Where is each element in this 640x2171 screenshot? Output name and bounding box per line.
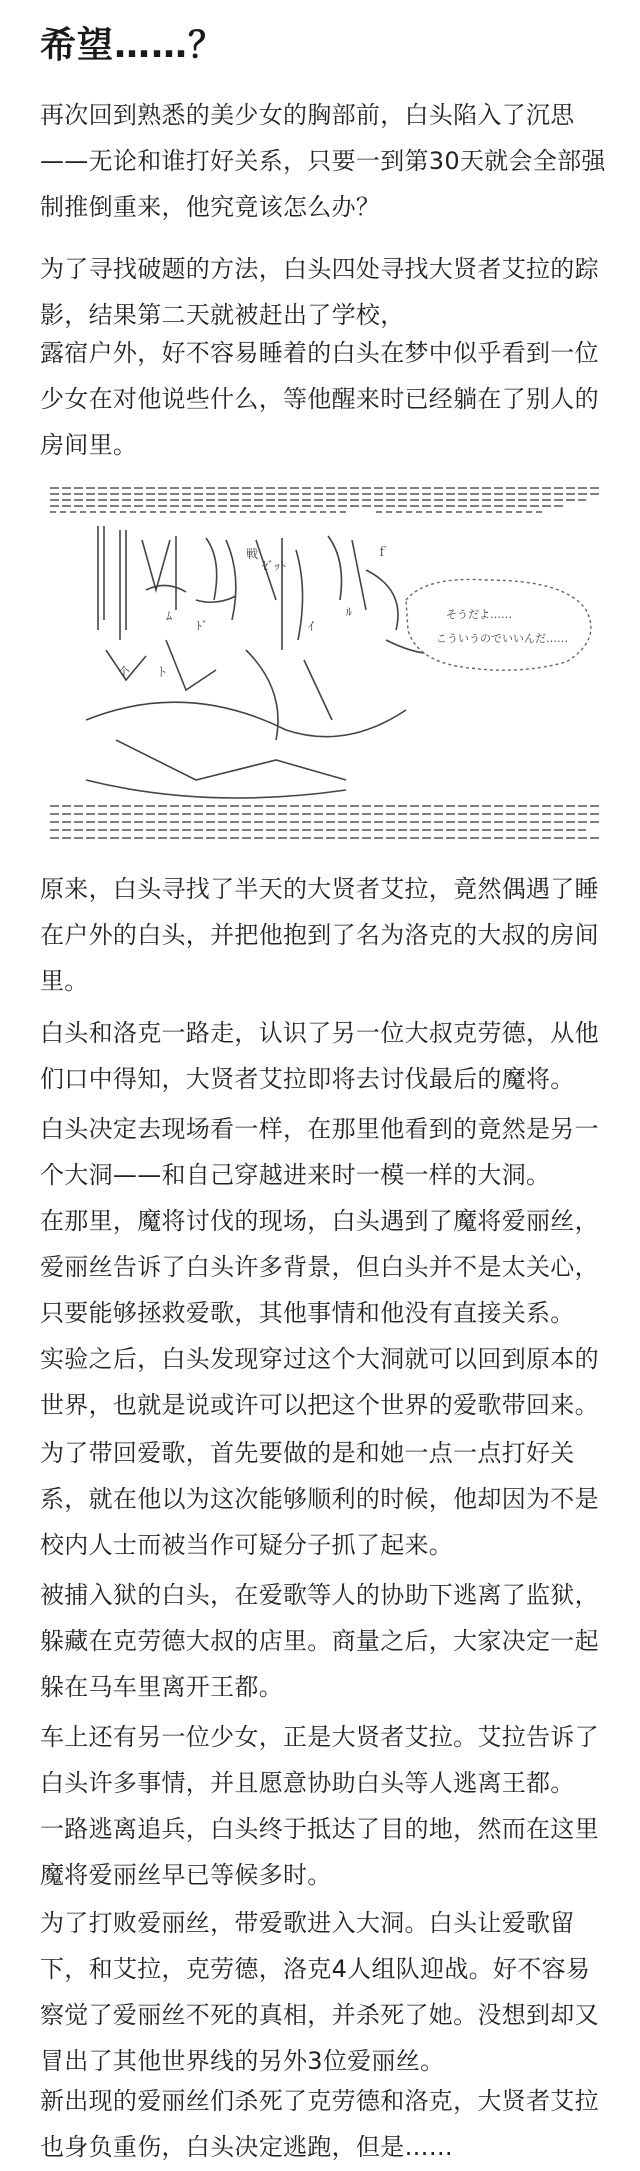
art-glyph: ｾﾞｯﾄ [262,559,287,573]
paragraph [40,2078,620,2170]
paragraph-line: 在那里，魔将讨伐的现场，白头遇到了魔将爱丽丝， [40,1207,599,1235]
paragraph [40,1198,620,1336]
paragraph-line: 个大洞——和自己穿越进来时一模一样的大洞。 [40,1161,551,1189]
paragraph-line: 校内人士而被当作可疑分子抓了起来。 [40,1531,454,1559]
paragraph-line: 为了寻找破题的方法，白头四处寻找大贤者艾拉的踪 [40,255,599,283]
art-glyph: ト [156,665,169,679]
speech-bubble [406,579,591,670]
speech-line-1: そうだよ…… [446,608,512,621]
paragraph-line: 房间里。 [40,431,138,459]
paragraph-line: 在户外的白头，并把他抱到了名为洛克的大叔的房间 [40,921,599,949]
paragraph-line: 制推倒重来，他究竟该怎么办？ [40,193,381,221]
paragraph [40,1336,620,1428]
paragraph-line: 再次回到熟悉的美少女的胸部前，白头陷入了沉思 [40,101,575,129]
paragraph-line: 为了带回爱歌，首先要做的是和她一点一点打好关 [40,1439,575,1467]
art-glyph: ﾙ [346,605,353,619]
paragraph-line: ——无论和谁打好关系，只要一到第30天就会全部强 [40,147,606,175]
art-glyph: ﾑ [166,609,173,623]
paragraph-line: 白头许多事情，并且愿意协助白头等人逃离王都。 [40,1769,575,1797]
paragraph-line: 少女在对他说些什么，等他醒来时已经躺在了别人的 [40,385,599,413]
article-title: 希望……？ [40,25,226,66]
paragraph-line: 车上还有另一位少女，正是大贤者艾拉。艾拉告诉了 [40,1723,599,1751]
paragraph-line: 一路逃离追兵，白头终于抵达了目的地，然而在这里 [40,1815,599,1843]
paragraph-line: 系，就在他以为这次能够顺利的时候，他却因为不是 [40,1485,599,1513]
paragraph [40,330,620,468]
ascii-art-illustration [46,480,606,850]
paragraph [40,1106,620,1198]
art-glyph: ﾄﾞ [196,619,209,633]
bottom-border [50,806,602,838]
paragraph [40,1430,620,1568]
paragraph-line: 只要能够拯救爱歌，其他事情和他没有直接关系。 [40,1299,575,1327]
paragraph-line: 躲在马车里离开王都。 [40,1673,283,1701]
paragraph [40,1714,620,1806]
paragraph-line: 影，结果第二天就被赶出了学校， [40,301,405,329]
art-glyph: 戦 [246,547,259,561]
paragraph [40,1900,620,2084]
speech-line-2: こういうのでいいんだ…… [436,632,568,645]
ascii-art-drawing [46,480,606,850]
paragraph-line: 里。 [40,967,89,995]
paragraph-line: 白头和洛克一路走，认识了另一位大叔克劳德，从他 [40,1019,599,1047]
paragraph-line: 世界，也就是说或许可以把这个世界的爱歌带回来。 [40,1391,599,1419]
art-glyph: ｲ [308,619,315,633]
paragraph-line: 察觉了爱丽丝不死的真相，并杀死了她。没想到却又 [40,2001,599,2029]
paragraph-line: 下，和艾拉，克劳德，洛克4人组队迎战。好不容易 [40,1955,591,1983]
art-glyphs [118,545,388,679]
paragraph-line: 魔将爱丽丝早已等候多时。 [40,1861,332,1889]
paragraph-line: 爱丽丝告诉了白头许多背景，但白头并不是太关心， [40,1253,599,1281]
paragraph-line: 们口中得知，大贤者艾拉即将去讨伐最后的魔将。 [40,1065,575,1093]
art-glyph: ｆ [376,545,389,559]
paragraph-line: 原来，白头寻找了半天的大贤者艾拉，竟然偶遇了睡 [40,875,599,903]
art-glyph: 个 [118,665,131,679]
paragraph [40,92,620,230]
paragraph-line: 实验之后，白头发现穿过这个大洞就可以回到原本的 [40,1345,599,1373]
paragraph-line: 新出现的爱丽丝们杀死了克劳德和洛克，大贤者艾拉 [40,2087,599,2115]
paragraph-line: 露宿户外，好不容易睡着的白头在梦中似乎看到一位 [40,339,599,367]
paragraph [40,246,620,338]
paragraph-line: 被捕入狱的白头，在爱歌等人的协助下逃离了监狱， [40,1581,599,1609]
paragraph [40,1806,620,1898]
top-border [50,488,602,512]
paragraph-line: 躲藏在克劳德大叔的店里。商量之后，大家决定一起 [40,1627,599,1655]
paragraph-line: 冒出了其他世界线的另外3位爱丽丝。 [40,2047,445,2075]
paragraph [40,1010,620,1102]
paragraph-line: 白头决定去现场看一样，在那里他看到的竟然是另一 [40,1115,599,1143]
paragraph-line: 也身负重伤，白头决定逃跑，但是…… [40,2133,454,2161]
paragraph-line: 为了打败爱丽丝，带爱歌进入大洞。白头让爱歌留 [40,1909,575,1937]
paragraph [40,1572,620,1710]
paragraph [40,866,620,1004]
